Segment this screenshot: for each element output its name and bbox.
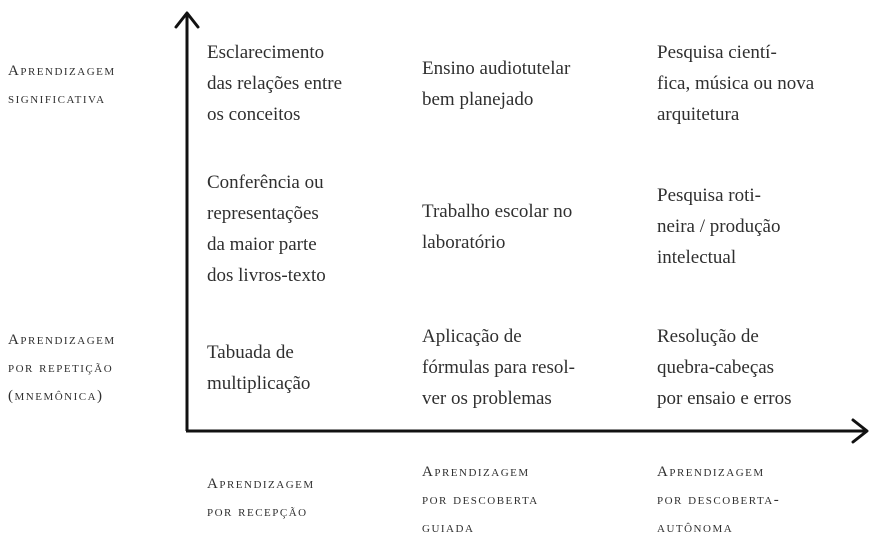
x-axis-label-descoberta-autonoma: Aprendizagem por descoberta- autônoma [657,464,781,536]
cell-row2-col2: Trabalho escolar no laboratório [422,201,573,253]
cell-row1-col2: Ensino audiotutelar bem planejado [422,58,571,110]
cell-row3-col1: Tabuada de multiplicação [207,342,311,394]
cell-row1-col1: Esclarecimento das relações entre os conceitos [207,42,343,125]
cell-row2-col3: Pesquisa roti- neira / produção intelectual [657,185,781,268]
cell-row1-col3: Pesquisa cientí- fica, música ou nova arquitetura [657,42,815,125]
x-axis-label-descoberta-guiada: Aprendizagem por descoberta guiada [422,464,539,536]
y-axis-label-significativa: Aprendizagem significativa [8,63,116,107]
cell-row3-col2: Aplicação de fórmulas para resol- ver os problemas [422,326,575,409]
x-axis-label-recepcao: Aprendizagem por recepção [207,476,315,520]
cell-row3-col3: Resolução de quebra-cabeças por ensaio e erros [657,326,792,409]
y-axis-label-repeticao: Aprendizagem por repetição (mnemônica) [8,332,116,404]
cell-row2-col1: Conferência ou representações da maior parte dos livros-texto [207,172,326,286]
